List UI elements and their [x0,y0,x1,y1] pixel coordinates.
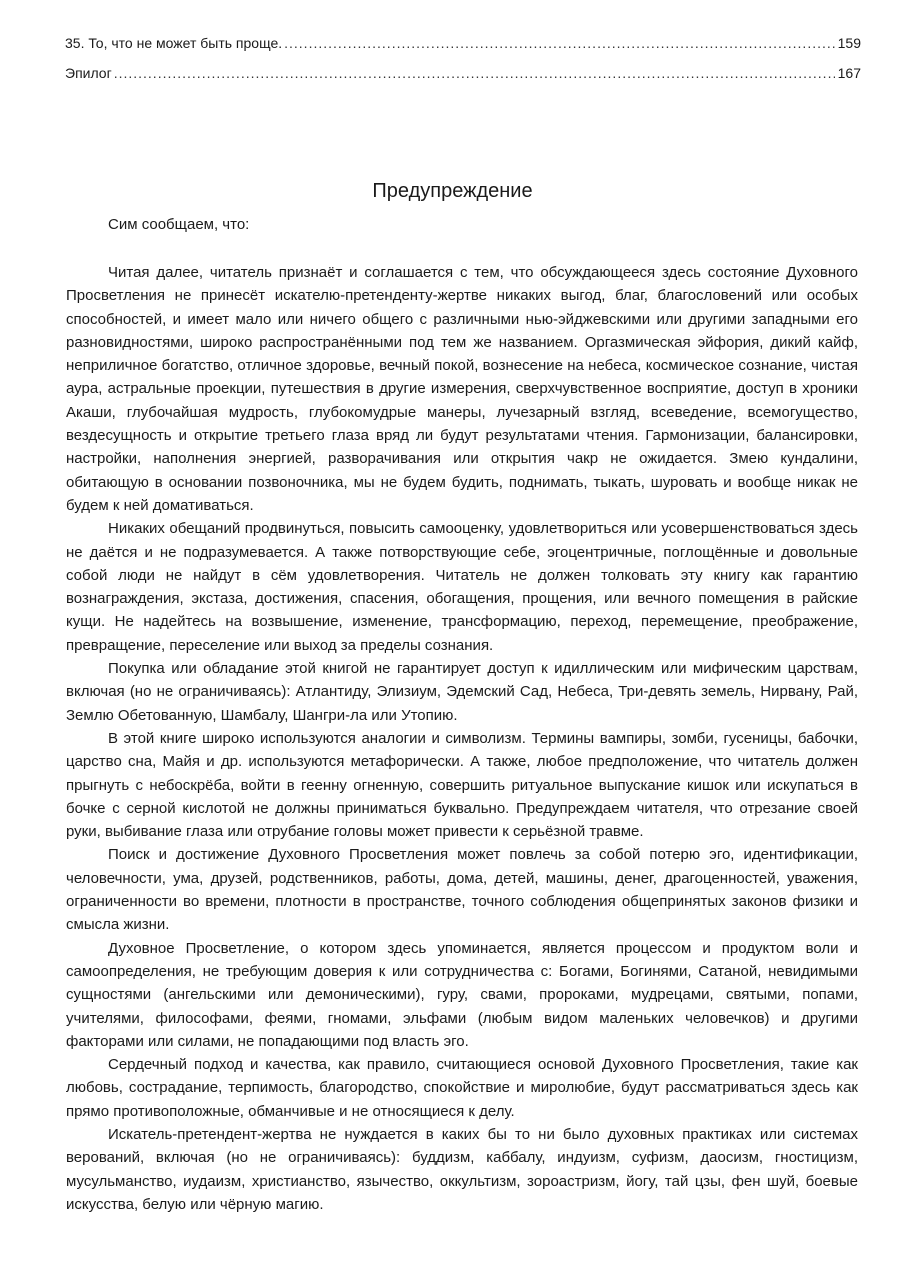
toc-dot-leader [284,33,835,53]
paragraph: Духовное Просветление, о котором здесь упоминается, является процессом и продуктом воли и самоопределения, не требующим доверия к или сотрудничества с: Богами, Богинями, Сатаной, невидимыми сущностями (ангельскими или демоническими), гуру, свами, пророками, мудрецами, святыми, попами, учителями, философами, феями, гномами, эльфами (любым видом маленьких человечков) и другими факторами или силами, не попадающими под власть эго. [66,939,858,1050]
paragraph: В этой книге широко используются аналогии и символизм. Термины вампиры, зомби, гусеницы, бабочки, царство сна, Майя и др. используются метафорически. А также, любое предположение, что читатель должен прыгнуть с небоскрёба, войти в геенну огненную, совершить ритуальное выпускание кишок или искупаться в бочке с серной кислотой не должны приниматься буквально. Предупреждаем читателя, что отрезание своей руки, выбивание глаза или отрубание головы может привести к серьёзной травме. [66,729,858,841]
paragraph: Поиск и достижение Духовного Просветления может повлечь за собой потерю эго, идентификации, человечности, ума, друзей, родственников, работы, дома, детей, машины, денег, драгоценностей, уважения, ограниченности во времени, плотности в пространстве, точного соблюдения общепринятых законов физики и смысла жизни. [66,846,858,934]
section-heading: Предупреждение [372,180,533,202]
toc-entry-title: 35. То, что не может быть проще. [65,35,283,51]
body-text [66,261,858,1216]
toc-entry-page-number: 167 [837,65,861,81]
paragraph: Читая далее, читатель признаёт и соглашается с тем, что обсуждающееся здесь состояние Духовного Просветления не принесёт искателю-претенденту-жертве никаких выгод, благ, благословений или особых способностей, и имеет мало или ничего общего с различными нью-эйджевскими или другими западными его разновидностями, широко распространёнными под тем же названием. Оргазмическая эйфория, дикий кайф, неприличное богатство, отличное здоровье, вечный покой, вознесение на небеса, космическое сознание, чистая аура, астральные проекции, путешествия в другие измерения, сверхчувственное восприятие, доступ в хроники Акаши, глубочайшая мудрость, глубокомудрые манеры, лучезарный взгляд, всеведение, всемогущество, вездесущность и открытие третьего глаза вряд ли будут результатами чтения. Гармонизации, балансировки, настройки, наполнения энергией, разворачивания или открытия чакр не ожидается. Змею кундалини, обитающую в основании позвоночника, мы не будем будить, поднимать, тыкать, шуровать и вообще никак не будем к ней домативаться. [66,264,858,514]
paragraph: Искатель-претендент-жертва не нуждается в каких бы то ни было духовных практиках или системах верований, включая (но не ограничиваясь): буддизм, каббалу, индуизм, суфизм, даосизм, гностицизм, мусульманство, иудаизм, христианство, язычество, оккультизм, зороастризм, йогу, тай цзы, фен шуй, боевые искусства, белую или чёрную магию. [66,1125,858,1213]
table-of-contents [65,33,861,93]
paragraph: Покупка или обладание этой книгой не гарантирует доступ к идиллическим или мифическим царствам, включая (но не ограничиваясь): Атлантиду, Элизиум, Эдемский Сад, Небеса, Три-девять земель, Нирвану, Рай, Землю Обетованную, Шамбалу, Шангри-ла или Утопию. [66,660,858,724]
intro-line: Сим сообщаем, что: [108,216,250,233]
toc-entry[interactable] [65,63,861,93]
toc-entry-page-number: 159 [837,35,861,51]
paragraph: Никаких обещаний продвинуться, повысить самооценку, удовлетвориться или усовершенствоваться здесь не даётся и не подразумевается. А также потворствующие себе, эгоцентричные, поглощённые и довольные собой люди не найдут в сём удовлетворения. Читатель не должен толковать эту книгу как гарантию вознаграждения, экстаза, достижения, спасения, обогащения, прощения, или вечного помещения в райские кущи. Не надейтесь на возвышение, изменение, трансформацию, переход, перемещение, преображение, превращение, переселение или выход за пределы сознания. [66,520,858,654]
paragraph: Сердечный подход и качества, как правило, считающиеся основой Духовного Просветления, такие как любовь, сострадание, терпимость, благородство, спокойствие и миролюбие, будут рассматриваться здесь как прямо противоположные, обманчивые и не относящиеся к делу. [66,1056,858,1120]
toc-entry-title: Эпилог [65,65,112,81]
toc-entry[interactable] [65,33,861,63]
toc-dot-leader [114,63,835,83]
